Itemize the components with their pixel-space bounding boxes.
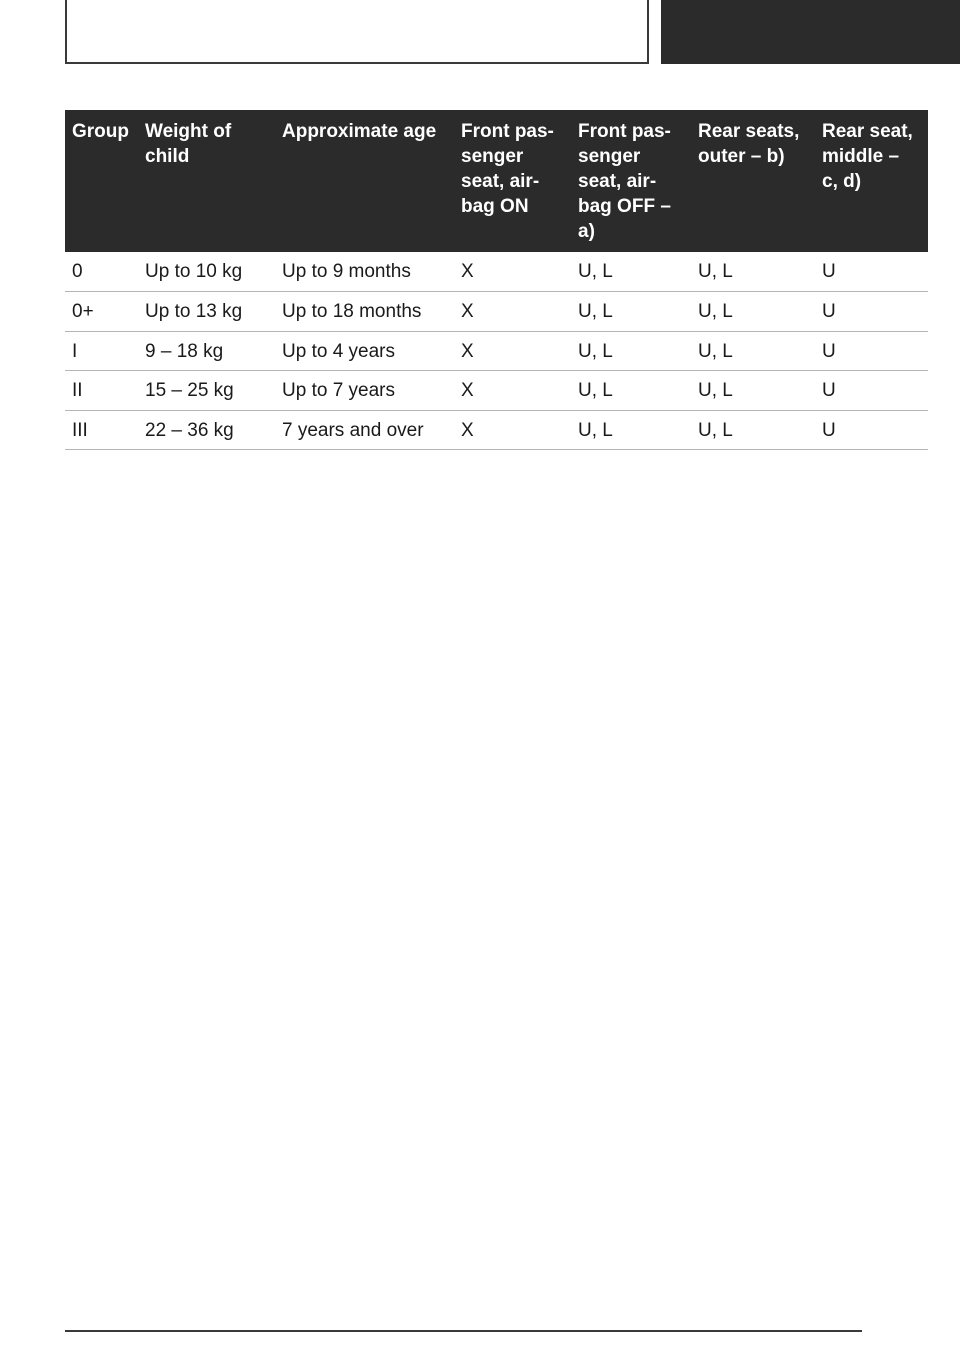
footer-rule xyxy=(65,1330,862,1332)
table-cell: X xyxy=(454,410,571,450)
table-cell: U xyxy=(815,410,928,450)
table-row xyxy=(65,331,928,371)
table-cell: 0+ xyxy=(65,292,138,332)
column-header: Weight of child xyxy=(138,110,275,252)
column-header: Front pas- senger seat, air- bag OFF – a) xyxy=(571,110,691,252)
table-header-row xyxy=(65,110,928,252)
table-cell: U xyxy=(815,292,928,332)
child-seat-suitability-table xyxy=(65,110,928,450)
table-cell: U, L xyxy=(691,410,815,450)
table-cell: U, L xyxy=(571,371,691,411)
header-chapter-box xyxy=(661,0,960,64)
table-cell: Up to 18 months xyxy=(275,292,454,332)
table-cell: Up to 13 kg xyxy=(138,292,275,332)
table-cell: X xyxy=(454,292,571,332)
table-cell: U, L xyxy=(571,331,691,371)
table-cell: 9 – 18 kg xyxy=(138,331,275,371)
column-header: Rear seats, outer – b) xyxy=(691,110,815,252)
table-cell: 0 xyxy=(65,252,138,292)
table-cell: U xyxy=(815,252,928,292)
table-cell: U, L xyxy=(571,410,691,450)
table-cell: U, L xyxy=(571,292,691,332)
table-cell: U, L xyxy=(691,371,815,411)
table-cell: 15 – 25 kg xyxy=(138,371,275,411)
table-cell: U xyxy=(815,331,928,371)
table-row xyxy=(65,371,928,411)
table-cell: Up to 4 years xyxy=(275,331,454,371)
table-cell: 22 – 36 kg xyxy=(138,410,275,450)
column-header: Group xyxy=(65,110,138,252)
table-cell: U, L xyxy=(691,292,815,332)
table-row xyxy=(65,292,928,332)
table-row xyxy=(65,410,928,450)
table-cell: 7 years and over xyxy=(275,410,454,450)
table-cell: U, L xyxy=(691,252,815,292)
table-cell: Up to 9 months xyxy=(275,252,454,292)
table-cell: Up to 7 years xyxy=(275,371,454,411)
table-cell: U, L xyxy=(571,252,691,292)
table-cell: U, L xyxy=(691,331,815,371)
table-cell: X xyxy=(454,252,571,292)
table-cell: X xyxy=(454,371,571,411)
column-header: Front pas- senger seat, air- bag ON xyxy=(454,110,571,252)
header-section-box xyxy=(65,0,649,64)
table-cell: II xyxy=(65,371,138,411)
table-cell: III xyxy=(65,410,138,450)
column-header: Rear seat, middle – c, d) xyxy=(815,110,928,252)
table-cell: Up to 10 kg xyxy=(138,252,275,292)
table-row xyxy=(65,252,928,292)
column-header: Approximate age xyxy=(275,110,454,252)
table-cell: X xyxy=(454,331,571,371)
table-cell: U xyxy=(815,371,928,411)
table-cell: I xyxy=(65,331,138,371)
